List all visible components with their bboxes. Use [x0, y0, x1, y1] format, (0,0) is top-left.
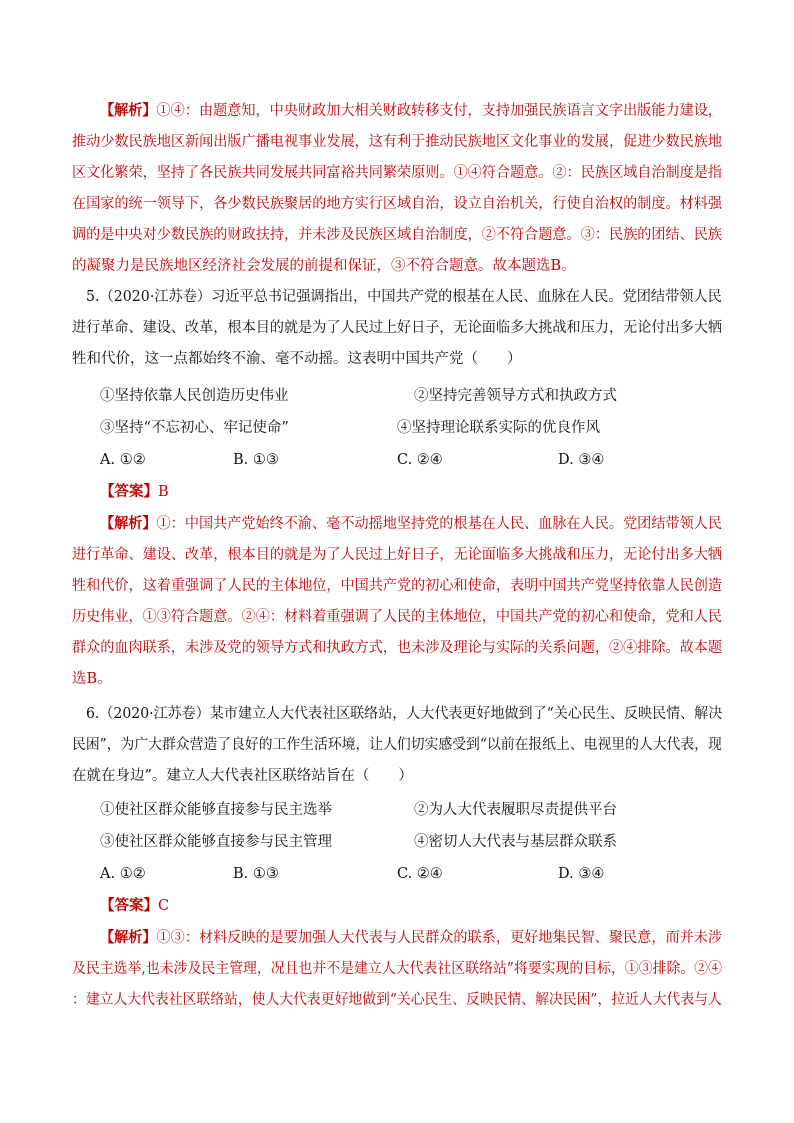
q6-analysis-line-3: ：建立人大代表社区联络站，使人大代表更好地做到“关心民生、反映民情、解决民困”，拉近人大代表与人	[72, 992, 722, 1008]
q6-stem-line-3: 在就在身边”。建立人大代表社区联络站旨在（ ）	[72, 768, 413, 784]
q4-analysis-line-6: 的凝聚力是民族地区经济社会发展的前提和保证，③不符合题意。故本题选B。	[72, 258, 576, 274]
q4-analysis-line-1: 【解析】①④：由题意知，中央财政加大相关财政转移支付，支持加强民族语言文字出版能力建设，	[100, 102, 722, 119]
q5-analysis-line-2: 进行革命、建设、改革，根本目的就是为了人民过上好日子，无论面临多大挑战和压力，无论付出多大牺	[72, 547, 722, 563]
q5-answer	[100, 482, 169, 502]
q6-analysis-line-1: 【解析】①③：材料反映的是要加强人大代表与人民群众的联系，更好地集民智、聚民意，而并未涉	[100, 929, 722, 946]
q6-item-1: ①使社区群众能够直接参与民主选举	[100, 802, 332, 818]
q6-answer	[100, 896, 169, 916]
q5-analysis-line-4: 历史伟业，①③符合题意。②④：材料着重强调了人民的主体地位，中国共产党的初心和使命，党和人民	[72, 609, 722, 625]
q5-analysis-line-5: 群众的血肉联系，未涉及党的领导方式和执政方式，也未涉及理论与实际的关系问题，②④排除。故本题	[72, 640, 722, 656]
q6-analysis-tag: 【解析】	[100, 929, 157, 946]
q6-item-3: ③使社区群众能够直接参与民主管理	[100, 834, 332, 850]
q5-choice-d: D. ③④	[558, 452, 605, 468]
q5-analysis-line-3: 牲和代价，这着重强调了人民的主体地位，中国共产党的初心和使命，表明中国共产党坚持依靠人民创造	[72, 578, 722, 594]
q6-analysis-line-2: 及民主选举,也未涉及民主管理，况且也并不是建立人大代表社区联络站”将要实现的目标，①③排除。②④	[72, 961, 723, 977]
q4-analysis-line-4: 在国家的统一领导下，各少数民族聚居的地方实行区域自治，设立自治机关，行使自治权的制度。材料强	[72, 196, 722, 212]
q5-stem-line-2: 进行革命、建设、改革，根本目的就是为了人民过上好日子，无论面临多大挑战和压力，无论付出多大牺	[72, 320, 722, 336]
q6-choice-d: D. ③④	[558, 866, 605, 882]
q5-choice-b: B. ①③	[233, 452, 279, 468]
q5-analysis-tag: 【解析】	[100, 515, 157, 532]
q6-item-4: ④密切人大代表与基层群众联系	[414, 834, 617, 850]
q6-stem-line-2: 民困”，为广大群众营造了良好的工作生活环境，让人们切实感受到“以前在报纸上、电视里的人大代表，现	[72, 737, 722, 753]
q5-choice-c: C. ②④	[397, 452, 443, 468]
q5-stem-line-1: 5.（2020·江苏卷）习近平总书记强调指出，中国共产党的根基在人民、血脉在人民。党团结带领人民	[86, 289, 722, 305]
q5-item-3: ③坚持“不忘初心、牢记使命”	[100, 420, 289, 436]
q4-analysis-line-2: 推动少数民族地区新闻出版广播电视事业发展，这有利于推动民族地区文化事业的发展，促进少数民族地	[72, 134, 722, 150]
q4-analysis-tag: 【解析】	[100, 102, 157, 119]
q6-choice-c: C. ②④	[397, 866, 443, 882]
q5-item-2: ②坚持完善领导方式和执政方式	[414, 388, 617, 404]
q5-analysis-line-6: 选B。	[72, 671, 112, 687]
q4-analysis-line-3: 区文化繁荣，坚持了各民族共同发展共同富裕共同繁荣原则。①④符合题意。②：民族区域自治制度是指	[72, 165, 722, 181]
q6-stem-line-1: 6.（2020·江苏卷）某市建立人大代表社区联络站，人大代表更好地做到了“关心民生、反映民情、解决	[86, 706, 723, 722]
q5-item-1: ①坚持依靠人民创造历史伟业	[100, 388, 289, 404]
q5-answer-tag: 【答案】	[100, 483, 158, 500]
q5-item-4: ④坚持理论联系实际的优良作风	[397, 420, 600, 436]
q6-choice-b: B. ①③	[233, 866, 279, 882]
q6-answer-tag: 【答案】	[100, 897, 158, 914]
q6-item-2: ②为人大代表履职尽责提供平台	[414, 802, 617, 818]
q5-analysis-line-1: 【解析】①：中国共产党始终不渝、毫不动摇地坚持党的根基在人民、血脉在人民。党团结带领人民	[100, 515, 722, 532]
q4-analysis-line-5: 调的是中央对少数民族的财政扶持，并未涉及民族区域自治制度，②不符合题意。③：民族的团结、民族	[72, 227, 722, 243]
q5-choice-a: A. ①②	[100, 452, 146, 468]
q6-choice-a: A. ①②	[100, 866, 146, 882]
q5-answer-value: B	[158, 484, 169, 500]
q5-stem-line-3: 牲和代价，这一点都始终不渝、毫不动摇。这表明中国共产党（ ）	[72, 351, 522, 367]
q6-answer-value: C	[158, 898, 170, 914]
